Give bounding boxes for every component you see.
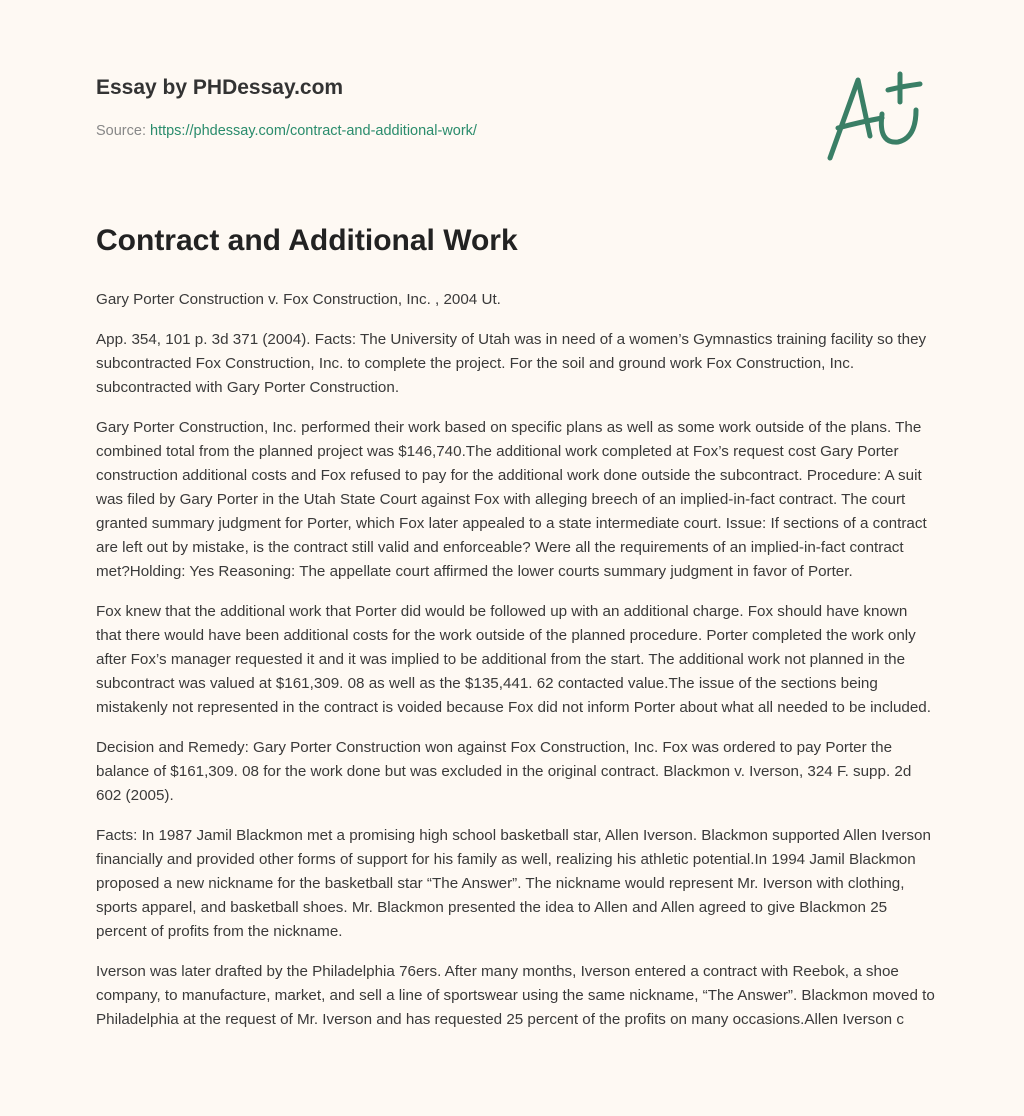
- paragraph: Fox knew that the additional work that Porter did would be followed up with an additional charge. Fox should have known that there would have been additional costs for the work outside of the planned procedure. Porter completed the work only after Fox’s manager requested it and it was implied to be additional from the start. The additional work not planned in the subcontract was valued at $161,309. 08 as well as the $135,441. 62 contacted value.The issue of the sections being mistakenly not represented in the contract is voided because Fox did not inform Porter about what all needed to be included.: [96, 603, 931, 716]
- source-line: [96, 123, 477, 139]
- article-body: [96, 288, 936, 1048]
- paragraph: Decision and Remedy: Gary Porter Construction won against Fox Construction, Inc. Fox was ordered to pay Porter the balance of $161,309. 08 for the work done but was excluded in the original contract. Blackmon v. Iverson, 324 F. supp. 2d 602 (2005).: [96, 739, 912, 804]
- site-brand: Essay by PHDessay.com: [96, 76, 344, 99]
- source-link[interactable]: https://phdessay.com/contract-and-additional-work/: [150, 123, 477, 139]
- source-label: Source:: [96, 123, 150, 139]
- paragraph: App. 354, 101 p. 3d 371 (2004). Facts: The University of Utah was in need of a women’s Gymnastics training facility so they subcontracted Fox Construction, Inc. to complete the project. For the soil and ground work Fox Construction, Inc. subcontracted with Gary Porter Construction.: [96, 331, 927, 396]
- a-plus-logo-icon: [820, 66, 930, 166]
- paragraph: Gary Porter Construction v. Fox Construction, Inc. , 2004 Ut.: [96, 291, 501, 308]
- paragraph: Gary Porter Construction, Inc. performed their work based on specific plans as well as some work outside of the plans. The combined total from the planned project was $146,740.The additional work completed at Fox’s request cost Gary Porter construction additional costs and Fox refused to pay for the additional work done outside the subcontract. Procedure: A suit was filed by Gary Porter in the Utah State Court against Fox with alleging breech of an implied-in-fact contract. The court granted summary judgment for Porter, which Fox later appealed to a state intermediate court. Issue: If sections of a contract are left out by mistake, is the contract still valid and enforceable? Were all the requirements of an implied-in-fact contract met?Holding: Yes Reasoning: The appellate court affirmed the lower courts summary judgment in favor of Porter.: [96, 419, 927, 580]
- page-title: Contract and Additional Work: [96, 224, 518, 257]
- paragraph: Facts: In 1987 Jamil Blackmon met a promising high school basketball star, Allen Iverson. Blackmon supported Allen Iverson financially and provided other forms of support for his family as well, realizing his athletic potential.In 1994 Jamil Blackmon proposed a new nickname for the basketball star “The Answer”. The nickname would represent Mr. Iverson with clothing, sports apparel, and basketball shoes. Mr. Blackmon presented the idea to Allen and Allen agreed to give Blackmon 25 percent of profits from the nickname.: [96, 827, 931, 940]
- paragraph: Iverson was later drafted by the Philadelphia 76ers. After many months, Iverson entered a contract with Reebok, a shoe company, to manufacture, market, and sell a line of sportswear using the same nickname, “The Answer”. Blackmon moved to Philadelphia at the request of Mr. Iverson and has requested 25 percent of the profits on many occasions.Allen Iverson c: [96, 963, 935, 1028]
